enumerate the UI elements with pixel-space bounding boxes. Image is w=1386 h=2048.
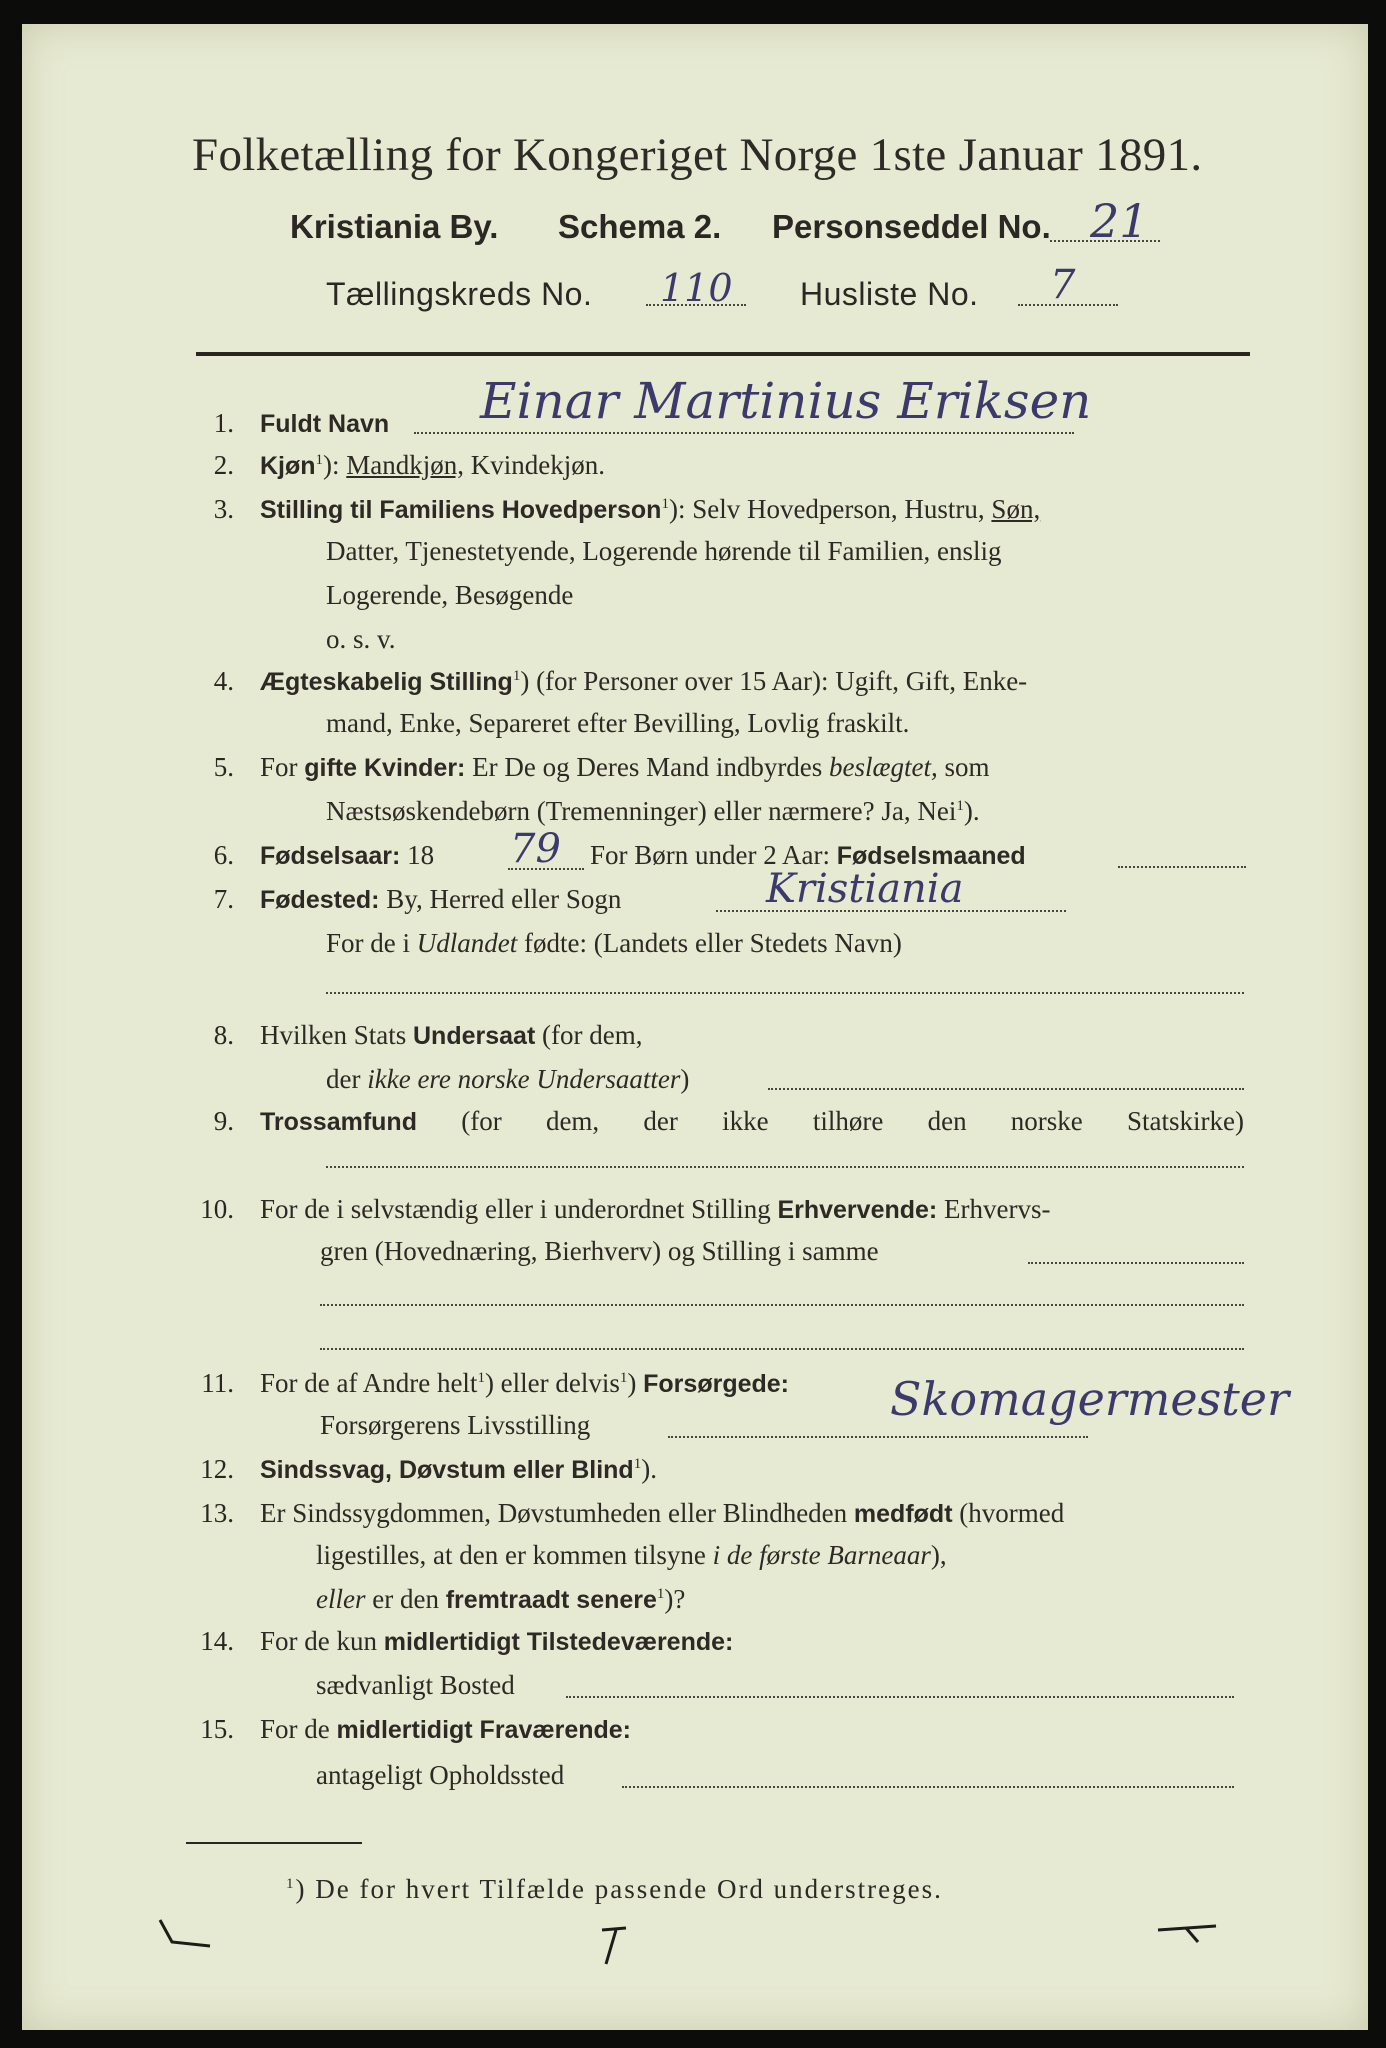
marital-options-1: ) (for Personer over 15 Aar): Ugift, Gift, Enke-	[520, 666, 1028, 696]
husliste-number: 7	[1050, 262, 1076, 308]
citizenship-label: Undersaat	[413, 1022, 536, 1050]
kreds-label: Tællingskreds No.	[326, 276, 593, 312]
congenital-question-line3	[316, 1584, 685, 1615]
congenital-label: medfødt	[853, 1500, 953, 1528]
header-rule	[196, 352, 1250, 356]
disability-question	[260, 1454, 657, 1485]
sex-question	[260, 450, 605, 481]
position-options-1: ): Selv Hovedperson, Hustru,	[668, 494, 985, 524]
religion-text: (for dem, der ikke tilhøre den norske Statskirke)	[461, 1106, 1245, 1136]
supported-label: Forsørgede:	[643, 1370, 789, 1398]
position-option-son: Søn,	[991, 494, 1041, 524]
disability-label: Sindssvag, Døvstum eller Blind	[260, 1456, 634, 1484]
item-number-8: 8.	[213, 1020, 234, 1050]
occupation-question-line2: gren (Hovednæring, Bierhverv) og Stilling i samme	[320, 1236, 879, 1266]
congenital-question-line1	[260, 1498, 1064, 1529]
marital-footnote-ref: 1	[512, 668, 521, 684]
citizenship-for: der	[326, 1064, 361, 1094]
birth-month-label: Fødselsmaaned	[836, 842, 1026, 870]
item-number-12: 12.	[200, 1454, 234, 1484]
marital-options-2: mand, Enke, Separeret efter Bevilling, Lovlig fraskilt.	[326, 708, 910, 738]
citizenship-not-norwegian: ikke ere norske Undersaatter	[367, 1064, 681, 1094]
congenital-line3-end: )?	[664, 1584, 686, 1614]
form-title: Folketælling for Kongeriget Norge 1ste Januar 1891.	[192, 129, 1203, 181]
congenital-footnote-ref: 1	[656, 1586, 665, 1602]
full-name-dots	[414, 432, 1074, 434]
birthplace-label: Fødested:	[260, 886, 380, 914]
birth-year-century: 18	[407, 840, 435, 870]
religion-question	[260, 1106, 1244, 1137]
item-number-9: 9.	[213, 1106, 234, 1136]
item-number-13: 13.	[200, 1498, 234, 1528]
sex-option-male: Mandkjøn,	[346, 450, 465, 480]
provider-occupation-label: Forsørgerens Livsstilling	[320, 1410, 591, 1440]
citizenship-intro: Hvilken Stats	[260, 1020, 407, 1050]
occupation-question-line1	[260, 1194, 1050, 1225]
kreds-number: 110	[660, 266, 733, 310]
birthplace-text: By, Herred eller Sogn	[386, 884, 622, 914]
footnote-rule	[186, 1842, 362, 1844]
congenital-early-childhood: i de første Barneaar	[712, 1540, 931, 1570]
personseddel-label: Personseddel No.	[772, 208, 1051, 245]
birth-month-dots	[1118, 866, 1246, 868]
position-footnote-ref: 1	[661, 496, 669, 512]
supported-footnote-ref-1: 1	[477, 1370, 485, 1386]
occupation-dots-1	[1028, 1262, 1244, 1264]
full-name-label: Fuldt Navn	[260, 410, 390, 438]
marital-label: Ægteskabelig Stilling	[260, 668, 513, 696]
congenital-line2-text: ligestilles, at den er kommen tilsyne	[316, 1540, 706, 1570]
item-number-10: 10.	[200, 1194, 234, 1224]
item-number-4: 4.	[213, 666, 234, 696]
sex-option-female: Kvindekjøn.	[470, 450, 606, 480]
position-options-3: Logerende, Besøgende	[326, 580, 574, 610]
married-women-question-line1	[260, 752, 990, 783]
birthplace-abroad-dots	[326, 992, 1244, 994]
footnote	[286, 1874, 943, 1905]
religion-dots	[326, 1166, 1244, 1168]
birthplace-abroad: Udlandet	[416, 928, 518, 958]
temporary-present-intro: For de kun	[260, 1626, 377, 1656]
married-women-end: ).	[963, 796, 980, 826]
schema-label: Schema 2.	[558, 208, 722, 245]
congenital-text: Er Sindssygdommen, Døvstumheden eller Blindheden	[260, 1498, 848, 1528]
sex-footnote-ref: 1	[315, 452, 324, 468]
birth-year-value: 79	[510, 826, 561, 872]
disability-end: ).	[641, 1454, 657, 1484]
supported-question-line1	[260, 1368, 789, 1399]
married-women-text-end: som	[944, 752, 990, 782]
position-label: Stilling til Familiens Hovedperson	[260, 496, 662, 524]
husliste-label: Husliste No.	[800, 276, 979, 312]
marital-question-line1	[260, 666, 1027, 697]
occupation-text: Erhvervs-	[944, 1194, 1051, 1224]
congenital-line2-close: ),	[930, 1540, 947, 1570]
city-label: Kristiania By.	[290, 208, 499, 245]
religion-label: Trossamfund	[260, 1108, 417, 1136]
item-number-3: 3.	[213, 494, 234, 524]
supported-partly: ) eller delvis	[484, 1368, 620, 1398]
occupation-dots-2	[320, 1304, 1244, 1306]
pen-mark-center	[596, 1924, 636, 1977]
provider-occupation-dots	[668, 1436, 1088, 1438]
citizenship-close: )	[680, 1064, 690, 1094]
usual-residence-dots	[566, 1696, 1234, 1698]
supported-footnote-ref-2: 1	[619, 1370, 628, 1386]
congenital-later-label: fremtraadt senere	[445, 1586, 657, 1614]
temporary-absent-label: midlertidigt Fraværende:	[336, 1716, 631, 1744]
position-options-2: Datter, Tjenestetyende, Logerende hørende til Familien, enslig	[326, 536, 1002, 566]
birthplace-value: Kristiania	[766, 866, 964, 912]
occupation-intro: For de i selvstændig eller i underordnet Stilling	[260, 1194, 771, 1224]
item-number-15: 15.	[200, 1714, 234, 1744]
congenital-line3-text: er den	[372, 1584, 439, 1614]
birthplace-question-line2	[326, 928, 902, 959]
item-number-5: 5.	[213, 752, 234, 782]
occupation-dots-3	[320, 1348, 1244, 1350]
citizenship-text: (for dem,	[542, 1020, 643, 1050]
supported-close: )	[627, 1368, 637, 1398]
married-women-intro: For	[260, 752, 298, 782]
item-number-2: 2.	[213, 450, 234, 480]
temporary-absent-intro: For de	[260, 1714, 330, 1744]
footnote-marker: 1	[286, 1876, 296, 1892]
probable-residence-label: antageligt Opholdssted	[316, 1760, 565, 1790]
citizenship-question-line1	[260, 1020, 642, 1051]
personseddel-number: 21	[1090, 194, 1149, 248]
congenital-text-end: (hvormed	[959, 1498, 1065, 1528]
disability-footnote-ref: 1	[633, 1456, 642, 1472]
pen-mark-right	[1156, 1908, 1226, 1957]
congenital-question-line2	[316, 1540, 947, 1571]
item-number-6: 6.	[213, 840, 234, 870]
provider-occupation-value: Skomagermester	[890, 1372, 1289, 1426]
married-women-text: Er De og Deres Mand indbyrdes	[472, 752, 823, 782]
full-name-value: Einar Martinius Eriksen	[480, 372, 1092, 430]
married-women-question-line2	[326, 796, 980, 827]
birth-month-intro: For Børn under 2 Aar:	[590, 840, 830, 870]
probable-residence-dots	[622, 1786, 1234, 1788]
married-women-footnote-ref: 1	[956, 798, 964, 814]
pen-mark-left	[156, 1916, 216, 1965]
birth-year-label: Fødselsaar:	[260, 842, 401, 870]
birthplace-abroad-text: fødte: (Landets eller Stedets Navn)	[524, 928, 902, 958]
usual-residence-label: sædvanligt Bosted	[316, 1670, 515, 1700]
birthplace-question-line1	[260, 884, 621, 915]
sex-label-end: ):	[323, 450, 340, 480]
position-question-line1	[260, 494, 1040, 525]
temporary-present-label: midlertidigt Tilstedeværende:	[383, 1628, 734, 1656]
position-options-4: o. s. v.	[326, 624, 396, 654]
married-women-label: gifte Kvinder:	[304, 754, 466, 782]
birthplace-abroad-intro: For de i	[326, 928, 410, 958]
sex-label: Kjøn	[260, 452, 316, 480]
item-number-14: 14.	[200, 1626, 234, 1656]
birth-year-question	[260, 840, 434, 871]
item-number-7: 7.	[213, 884, 234, 914]
temporary-present-question	[260, 1626, 733, 1657]
citizenship-dots	[768, 1088, 1244, 1090]
citizenship-question-line2	[326, 1064, 689, 1095]
item-number-1: 1.	[213, 408, 234, 438]
married-women-options: Næstsøskendebørn (Tremenninger) eller nærmere? Ja, Nei	[326, 796, 957, 826]
item-number-11: 11.	[201, 1368, 234, 1398]
temporary-absent-question	[260, 1714, 631, 1745]
footnote-text: ) De for hvert Tilfælde passende Ord understreges.	[295, 1874, 943, 1904]
married-women-related: beslægtet,	[829, 752, 938, 782]
occupation-label: Erhvervende:	[777, 1196, 938, 1224]
congenital-or: eller	[316, 1584, 366, 1614]
supported-intro: For de af Andre helt	[260, 1368, 478, 1398]
